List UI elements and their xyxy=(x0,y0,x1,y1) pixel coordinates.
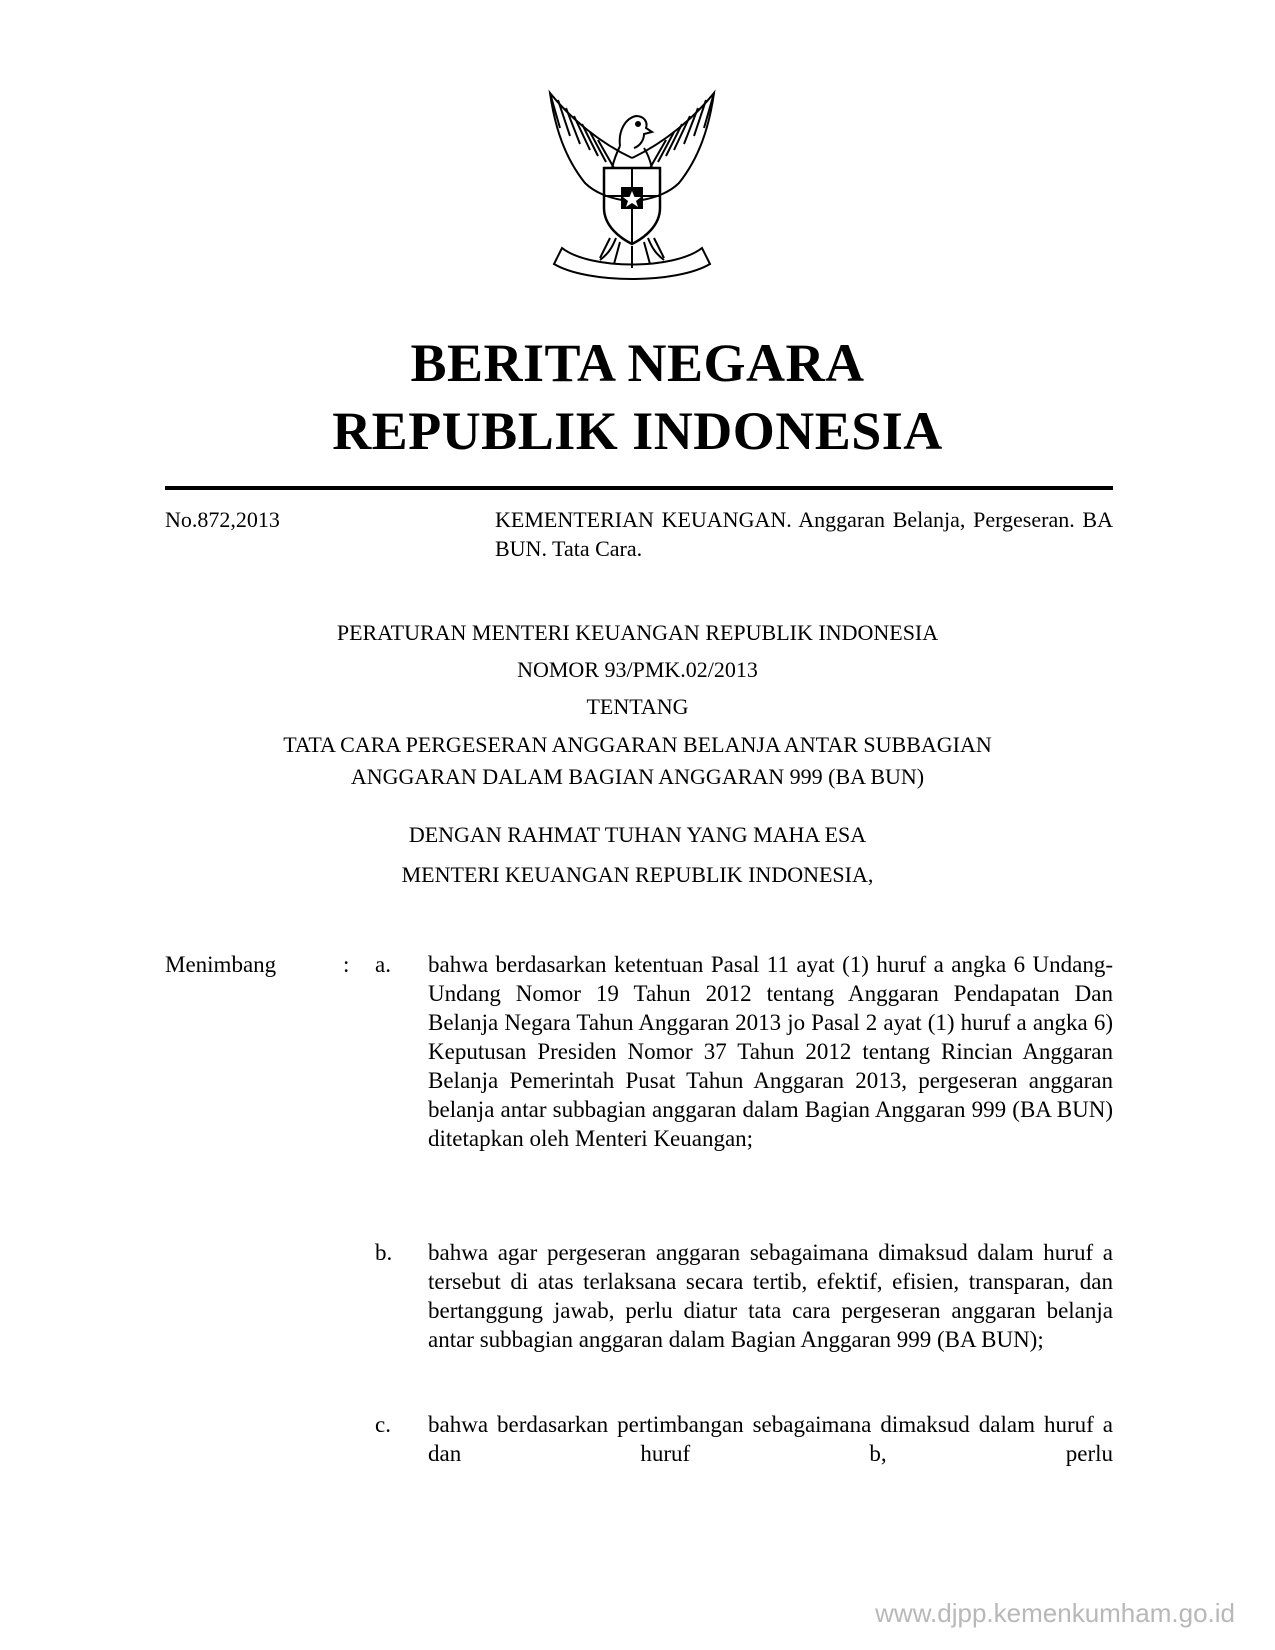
consideration-text-c: bahwa berdasarkan pertimbangan sebagaimana dimaksud dalam huruf a dan huruf b, perlu xyxy=(428,1412,1113,1466)
gazette-description: KEMENTERIAN KEUANGAN. Anggaran Belanja, Pergeseran. BA BUN. Tata Cara. xyxy=(495,507,1113,561)
consideration-letter-c: c. xyxy=(375,1412,391,1437)
regulation-number: NOMOR 93/PMK.02/2013 xyxy=(517,657,758,682)
regulation-subject-line1: TATA CARA PERGESERAN ANGGARAN BELANJA ANTAR SUBBAGIAN xyxy=(283,732,992,757)
gazette-number: No.872,2013 xyxy=(165,507,280,532)
consideration-letter-b: b. xyxy=(375,1240,393,1265)
considerations-label: Menimbang xyxy=(165,952,277,977)
regulation-tentang: TENTANG xyxy=(586,694,689,719)
regulation-minister: MENTERI KEUANGAN REPUBLIK INDONESIA, xyxy=(401,862,874,887)
consideration-letter-a: a. xyxy=(375,952,391,977)
garuda-pancasila-icon xyxy=(540,88,724,288)
publication-title-line1: BERITA NEGARA xyxy=(410,333,865,393)
considerations-colon: : xyxy=(343,952,350,977)
consideration-text-a: bahwa berdasarkan ketentuan Pasal 11 ayat (1) huruf a angka 6 Undang-Undang Nomor 19 Tahun 2012 tentang Anggaran Pendapatan Dan Belanja Negara Tahun Anggaran 2013 jo Pasal 2 ayat (1) huruf a angka 6) Keputusan Presiden Nomor 37 Tahun 2012 tentang Rincian Anggaran Belanja Pemerintah Pusat Tahun Anggaran 2013, pergeseran anggaran belanja antar subbagian anggaran dalam Bagian Anggaran 999 (BA BUN) ditetapkan oleh Menteri Keuangan; xyxy=(428,952,1113,1151)
consideration-text-b: bahwa agar pergeseran anggaran sebagaimana dimaksud dalam huruf a tersebut di atas terlaksana secara tertib, efektif, efisien, transparan, dan bertanggung jawab, perlu diatur tata cara pergeseran anggaran belanja antar subbagian anggaran dalam Bagian Anggaran 999 (BA BUN); xyxy=(428,1240,1113,1352)
publication-title-line2: REPUBLIK INDONESIA xyxy=(332,401,943,461)
regulation-blessing: DENGAN RAHMAT TUHAN YANG MAHA ESA xyxy=(408,822,867,847)
title-divider xyxy=(165,486,1113,490)
regulation-subject-line2: ANGGARAN DALAM BAGIAN ANGGARAN 999 (BA BUN) xyxy=(350,764,925,789)
footer-url: www.djpp.kemenkumham.go.id xyxy=(875,1598,1235,1628)
regulation-heading: PERATURAN MENTERI KEUANGAN REPUBLIK INDONESIA xyxy=(336,620,939,645)
